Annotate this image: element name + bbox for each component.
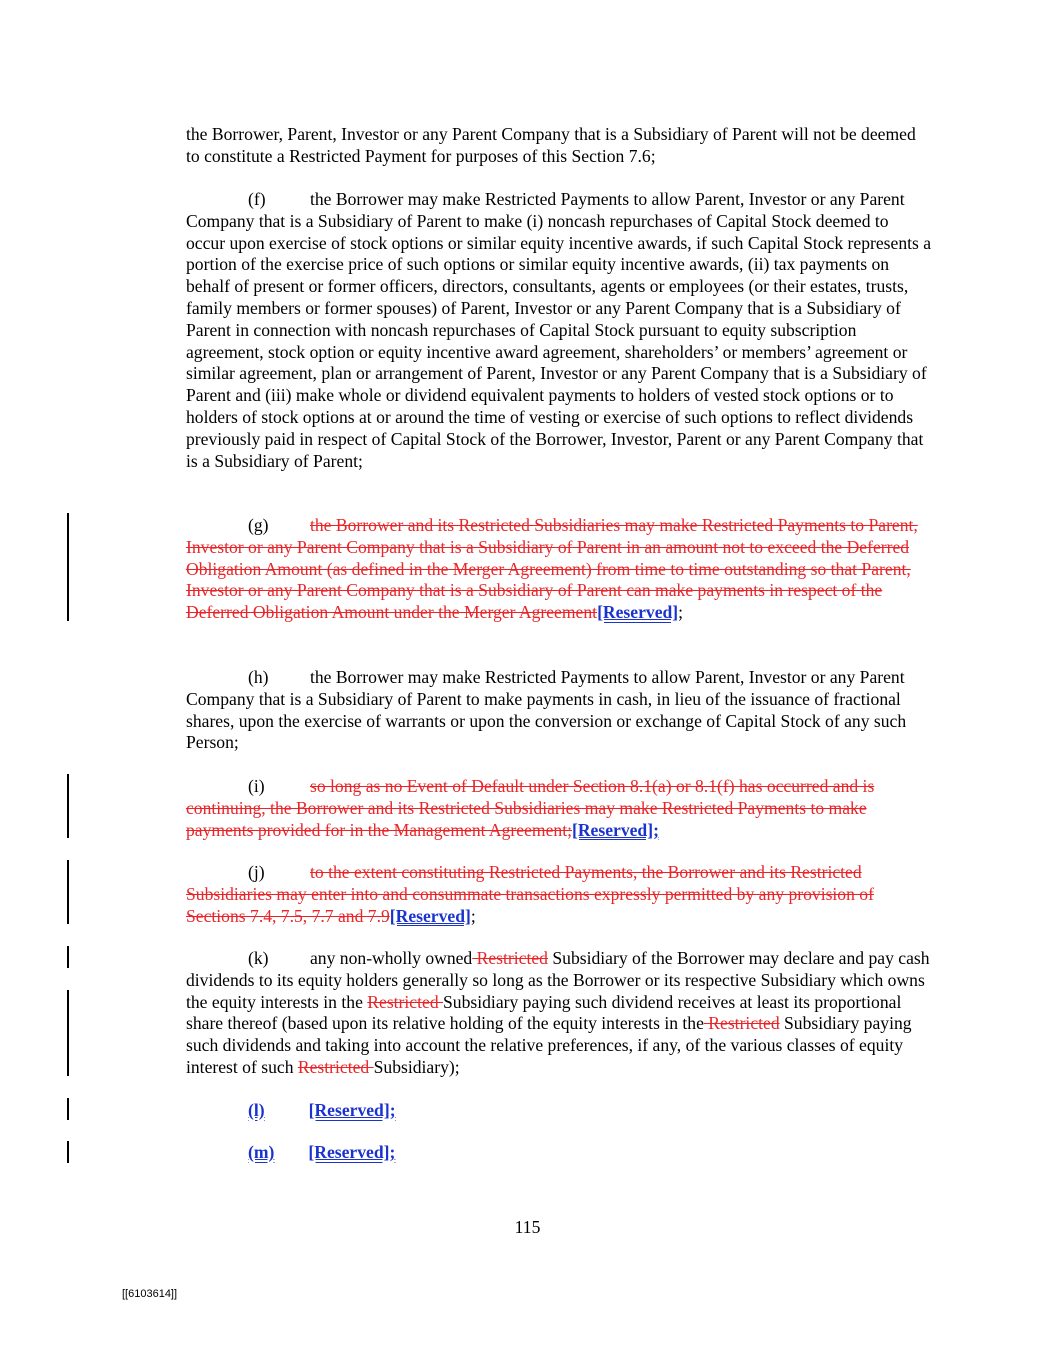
paragraph-label: (h) xyxy=(248,667,269,687)
inserted-label: (m) xyxy=(248,1142,275,1162)
paragraph-text: the Borrower may make Restricted Payments to allow Parent, Investor or any Parent Company that is a Subsidiary of Parent to make (i) noncash repurchases of Capital Stock deemed to occur upon exercise of stock options or similar equity incentive awards, if such Capital Stock represents a portion of the exercise price of such options or similar equity incentive awards, (ii) tax payments on behalf of present or former officers, directors, consultants, agents or employees (or their estates, trusts, family members or former spouses) of Parent, Investor or any Parent Company that is a Subsidiary of Parent in connection with noncash repurchases of Capital Stock pursuant to equity subscription agreement, stock option or equity incentive award agreement, shareholders’ or members’ agreement or similar agreement, plan or arrangement of Parent, Investor or any Parent Company that is a Subsidiary of Parent and (iii) make whole or dividend equivalent payments to holders of vested stock options or to holders of stock options at or around the time of vesting or exercise of such options to reflect dividends previously paid in respect of Capital Stock of the Borrower, Investor, Parent or any Parent Company that is a Subsidiary of Parent; xyxy=(186,189,932,471)
inserted-text: [Reserved]; xyxy=(571,819,659,840)
deleted-text: Restricted xyxy=(472,948,548,968)
deleted-text: to the extent constituting Restricted Payments, the Borrower and its Restricted Subsidiaries may enter into and consummate transactions expressly permitted by any provision of Sections 7.4, 7.5, 7.7 and 7.9 xyxy=(186,862,874,926)
inserted-label: (l) xyxy=(248,1100,265,1120)
paragraph-m xyxy=(186,1142,932,1164)
paragraph-label: (k) xyxy=(248,948,269,968)
paragraph-k xyxy=(186,948,932,1079)
inserted-text: [Reserved]; xyxy=(308,1100,396,1120)
deleted-text: the Borrower and its Restricted Subsidiaries may make Restricted Payments to Parent, Investor or any Parent Company that is a Subsidiary of Parent in an amount not to exceed the Deferred Obligation Amount (as defined in the Merger Agreement) from time to time outstanding so that Parent, Investor or any Parent Company that is a Subsidiary of Parent can make payments in respect of the Deferred Obligation Amount under the Merger Agreement xyxy=(186,515,918,623)
change-bar-k1 xyxy=(67,946,69,968)
paragraph-text: Subsidiary paying such dividends and taking into account the relative preferences, if any, of the various classes of equity interest of such xyxy=(186,1013,912,1077)
paragraph-f xyxy=(186,189,932,472)
document-id: [[6103614]] xyxy=(122,1288,178,1300)
paragraph-text: the Borrower, Parent, Investor or any Parent Company that is a Subsidiary of Parent will not be deemed to constitute a Restricted Payment for purposes of this Section 7.6; xyxy=(186,124,916,166)
paragraph-text: Subsidiary paying such dividend receives at least its proportional share thereof (based upon its relative holding of the equity interests in the xyxy=(186,991,902,1034)
paragraph-text: the Borrower may make Restricted Payments to allow Parent, Investor or any Parent Company that is a Subsidiary of Parent to make payments in cash, in lieu of the issuance of fractional shares, upon the exercise of warrants or upon the conversion or exchange of Capital Stock of any such Person; xyxy=(186,667,907,753)
change-bar-k2 xyxy=(67,990,69,1012)
change-bar-i xyxy=(67,774,69,838)
paragraph-text: Subsidiary); xyxy=(373,1056,460,1077)
paragraph-h xyxy=(186,667,932,754)
paragraph-label: (g) xyxy=(248,515,269,535)
paragraph-label: (i) xyxy=(248,776,265,796)
page-number: 115 xyxy=(514,1217,541,1237)
deleted-text: so long as no Event of Default under Section 8.1(a) or 8.1(f) has occurred and is continuing, the Borrower and its Restricted Subsidiaries may make Restricted Payments to make payments provided for in the Management Agreement; xyxy=(186,776,875,840)
inserted-text: [Reserved] xyxy=(389,905,471,926)
paragraph-label: (f) xyxy=(248,189,266,209)
inserted-text: [Reserved] xyxy=(597,602,679,623)
paragraph-j xyxy=(186,862,932,927)
paragraph-l xyxy=(186,1100,932,1122)
inserted-text: [Reserved]; xyxy=(308,1142,396,1162)
change-bar-k3 xyxy=(67,1012,69,1076)
deleted-text: Restricted xyxy=(367,991,444,1012)
change-bar-m xyxy=(67,1141,69,1163)
deleted-text: Restricted xyxy=(297,1056,374,1077)
paragraph-continuation xyxy=(186,124,932,168)
paragraph-text: any non-wholly owned xyxy=(310,948,473,968)
paragraph-tail: ; xyxy=(470,905,476,926)
paragraph-i xyxy=(186,776,932,841)
paragraph-label: (j) xyxy=(248,862,265,882)
paragraph-tail: ; xyxy=(678,602,684,623)
deleted-text: Restricted xyxy=(703,1013,780,1034)
paragraph-g xyxy=(186,515,932,624)
change-bar-l xyxy=(67,1098,69,1120)
change-bar-j xyxy=(67,860,69,924)
change-bar-g xyxy=(67,513,69,621)
paragraph-text: Subsidiary of the Borrower may declare and pay cash dividends to its equity holders generally so long as the Borrower or its respective Subsidiary which owns the equity interests in the xyxy=(186,948,930,1012)
